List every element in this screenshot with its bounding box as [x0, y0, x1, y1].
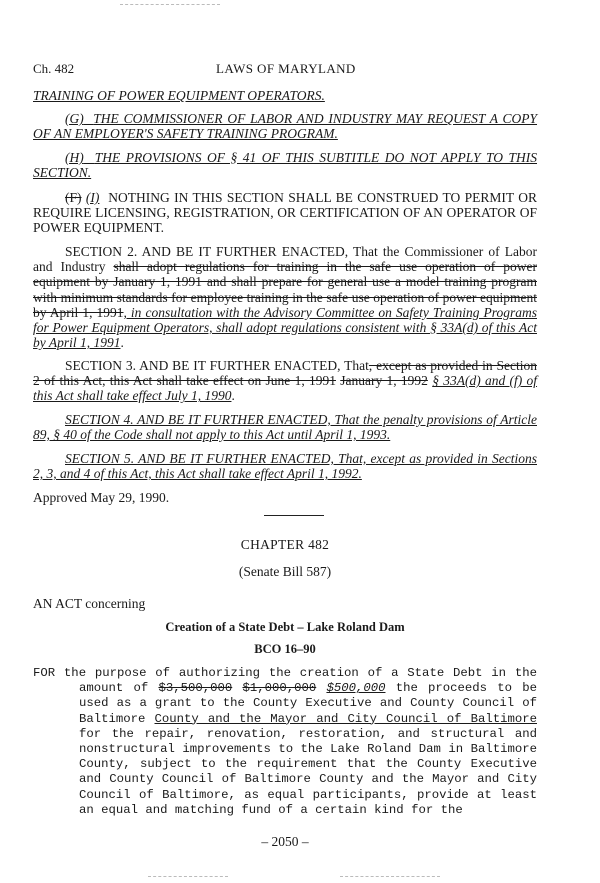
section-3-struck-date: January 1, 1992 [340, 373, 428, 389]
scan-artifact-bottom-right [340, 876, 440, 877]
subsection-f-struck-label: (F) [65, 190, 82, 205]
subsection-g-label: (G) [65, 111, 84, 126]
chapter-separator [264, 515, 324, 516]
prev-section-line: TRAINING OF POWER EQUIPMENT OPERATORS. [33, 88, 325, 103]
bill-number: (Senate Bill 587) [238, 564, 332, 579]
amount-new: $500,000 [326, 681, 386, 696]
section-3: SECTION 3. AND BE IT FURTHER ENACTED, That, except as provided in Section 2 of this Act, this Act shall take effect on June 1, 1991 January 1, 1992 § 33A(d) and (f) of this Act shall take effect July 1, 1990. [33, 358, 538, 404]
subsection-i-label: (I) [85, 190, 100, 205]
section-3-added-text: § 33A(d) and (f) of this Act shall take effect July 1, 1990 [33, 373, 538, 404]
section-2-intro: SECTION 2. AND BE IT FURTHER ENACTED, That the Commissioner of Labor and Industry [33, 244, 537, 275]
section-2-added-text: , in consultation with the Advisory Committee on Safety Training Programs for Power Equipment Operators, shall adopt regulations consistent with § 33A(d) of this Act by April 1, 1991 [33, 304, 537, 351]
section-2-struck-text: shall adopt regulations for training in the safe use operation of power equipment by January 1, 1991 and shall prepare for general use a model training program with minimum standards for employee training in the safe use operation of power equipment by April 1, 1991 [33, 259, 537, 320]
subsection-h-text: THE PROVISIONS OF § 41 OF THIS SUBTITLE DO NOT APPLY TO THIS SECTION. [33, 150, 537, 181]
bco-number: BCO 16–90 [254, 642, 316, 656]
page-number: – 2050 – [261, 834, 309, 849]
chapter-heading: CHAPTER 482 [240, 537, 330, 552]
scan-artifact-top [120, 4, 220, 5]
subsection-h [33, 150, 537, 180]
grantee-added: County and the Mayor and City Council of Baltimore [154, 711, 537, 726]
section-5: SECTION 5. AND BE IT FURTHER ENACTED, That, except as provided in Sections 2, 3, and 4 of this Act, this Act shall take effect April 1, 1992. [33, 451, 537, 482]
purpose-intro: FOR the purpose of authorizing the creation of a State Debt in the amount of [33, 666, 537, 696]
act-concerning: AN ACT concerning [33, 596, 146, 611]
act-subject: Creation of a State Debt – Lake Roland Dam [165, 620, 405, 634]
subsection-i [33, 190, 537, 236]
subsection-h-label: (H) [65, 150, 84, 165]
scan-artifact-bottom-left [148, 876, 228, 877]
purpose-paragraph [33, 666, 537, 818]
subsection-g-text: THE COMMISSIONER OF LABOR AND INDUSTRY MAY REQUEST A COPY OF AN EMPLOYER'S SAFETY TRAINING PROGRAM. [33, 111, 538, 142]
page-header-title: LAWS OF MARYLAND [216, 61, 356, 76]
section-3-struck-text: , except as provided in Section 2 of this Act, this Act shall take effect on June 1, 1991 [33, 358, 537, 389]
subsection-g [33, 111, 537, 141]
section-3-intro: SECTION 3. AND BE IT FURTHER ENACTED, That [65, 358, 369, 373]
purpose-mid: the proceeds to be used as a grant to the County Executive and County Council of Baltimore [79, 681, 537, 726]
section-4: SECTION 4. AND BE IT FURTHER ENACTED, That the penalty provisions of Article 89, § 40 of the Code shall not apply to this Act until April 1, 1993. [33, 412, 537, 443]
chapter-label: Ch. 482 [33, 61, 75, 76]
section-2: SECTION 2. AND BE IT FURTHER ENACTED, That the Commissioner of Labor and Industry shall adopt regulations for training in the safe use operation of power equipment by January 1, 1991 and shall prepare for general use a model training program with minimum standards for employee training in the safe use operation of power equipment by April 1, 1991, in consultation with the Advisory Committee on Safety Training Programs for Power Equipment Operators, shall adopt regulations consistent with § 33A(d) of this Act by April 1, 1991. [33, 244, 537, 351]
approved-date: Approved May 29, 1990. [33, 490, 170, 505]
purpose-rest: for the repair, renovation, restoration, and structural and nonstructural improvements to the Lake Roland Dam in Baltimore County, subject to the requirement that the County Executive and County Council of Baltimore County and the Mayor and City Council of Baltimore, as equal participants, provide at least an equal and matching fund of a certain kind for the [79, 726, 537, 817]
subsection-i-text: NOTHING IN THIS SECTION SHALL BE CONSTRUED TO PERMIT OR REQUIRE LICENSING, REGISTRATION, OR CERTIFICATION OF AN OPERATOR OF POWER EQUIPMENT. [33, 190, 538, 236]
amount-struck-2: $1,000,000 [242, 681, 317, 696]
amount-struck-1: $3,500,000 [158, 681, 233, 696]
